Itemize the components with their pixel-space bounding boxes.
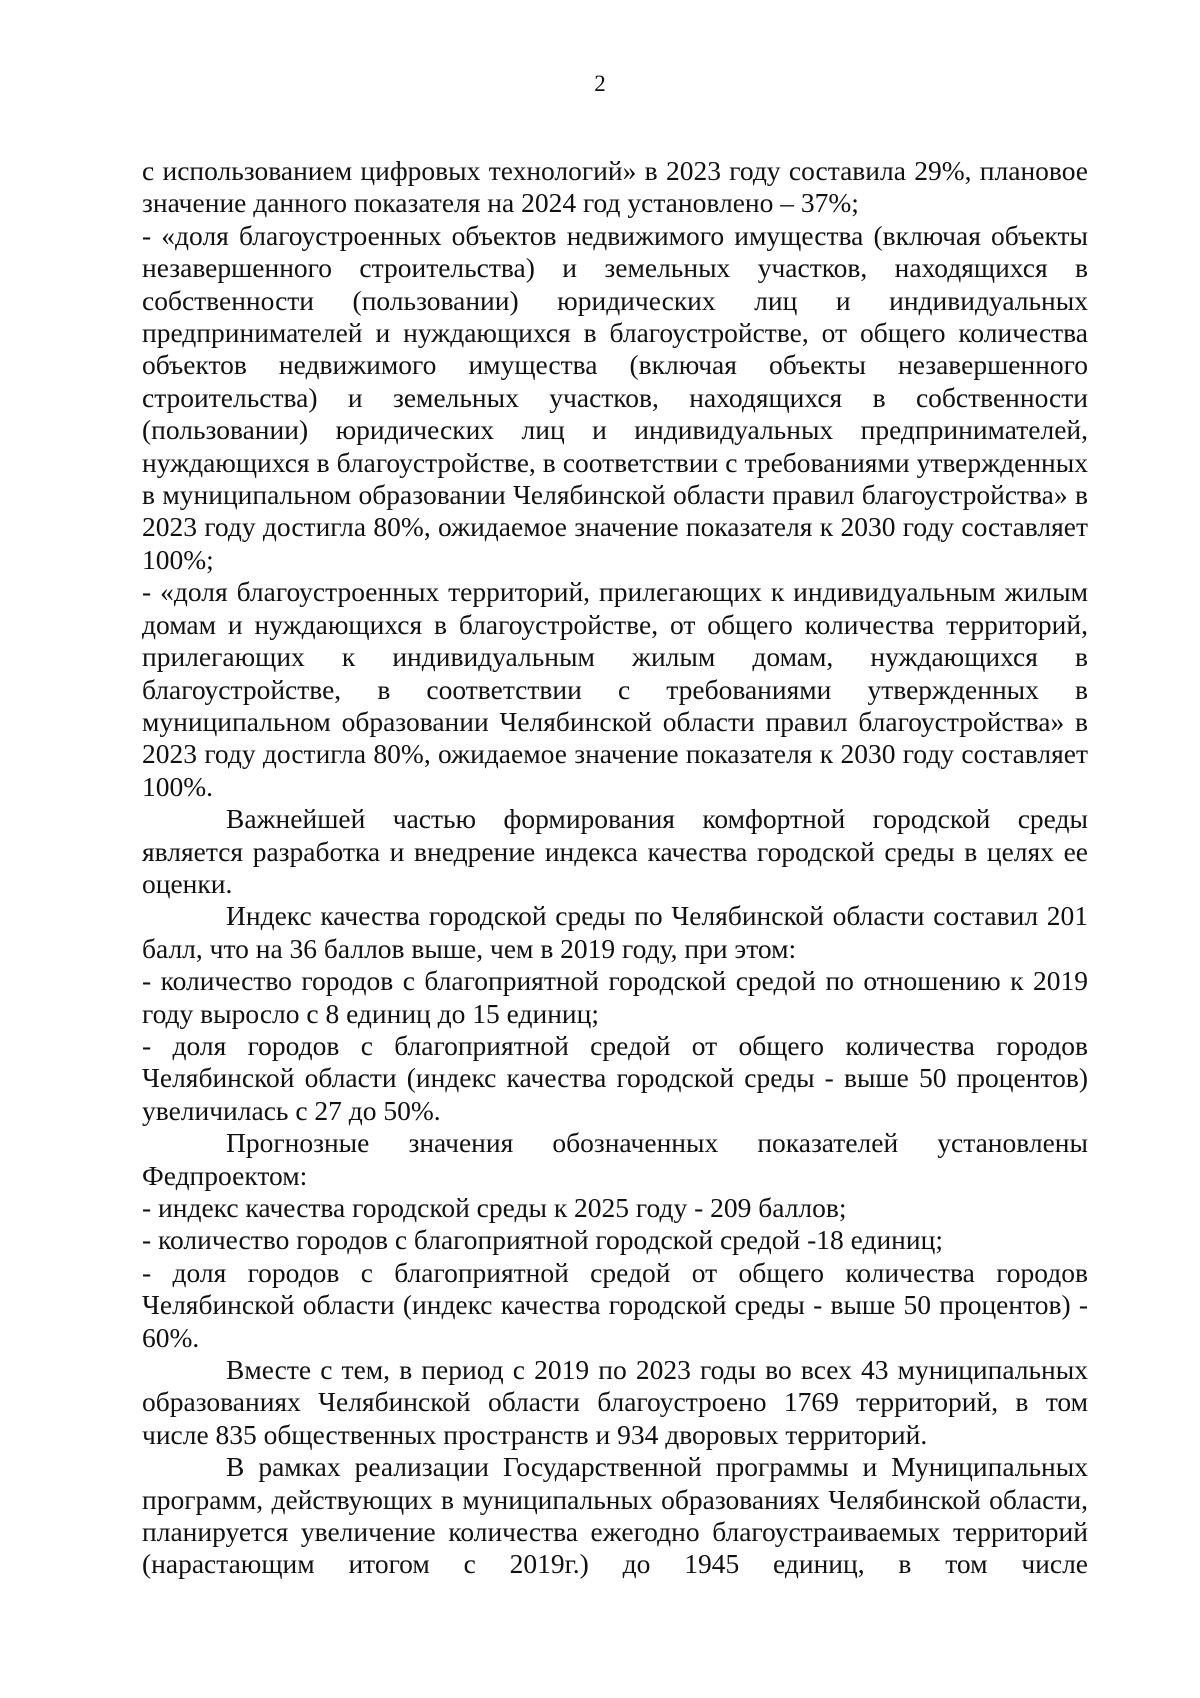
paragraph: Важнейшей частью формирования комфортной городской среды является разработка и внедрение индекса качества городской среды в целях ее оценки. bbox=[142, 803, 1088, 899]
paragraph: - количество городов с благоприятной городской средой по отношению к 2019 году выросло с 8 единиц до 15 единиц; bbox=[142, 965, 1088, 1029]
paragraph: - индекс качества городской среды к 2025 году - 209 баллов; bbox=[142, 1192, 847, 1223]
page-number: 2 bbox=[594, 71, 606, 96]
paragraph: - доля городов с благоприятной средой от общего количества городов Челябинской области (индекс качества городской среды - выше 50 процентов) увеличилась с 27 до 50%. bbox=[142, 1029, 1088, 1126]
paragraph: - количество городов с благоприятной городской средой -18 единиц; bbox=[142, 1224, 943, 1256]
paragraph: Вместе с тем, в период с 2019 по 2023 годы во всех 43 муниципальных образованиях Челябинской области благоустроено 1769 территорий, в том числе 835 общественных пространств и 934 дворовых территорий. bbox=[142, 1354, 1088, 1450]
paragraph: - доля городов с благоприятной средой от общего количества городов Челябинской области (индекс качества городской среды - выше 50 процентов) - 60%. bbox=[142, 1256, 1088, 1353]
paragraph: Прогнозные значения обозначенных показателей установлены Федпроектом: bbox=[142, 1127, 1088, 1191]
paragraph: с использованием цифровых технологий» в 2023 году составила 29%, плановое значение данного показателя на 2024 год установлено – 37%; bbox=[142, 155, 1088, 219]
document-body bbox=[142, 155, 1088, 1581]
paragraph: - «доля благоустроенных объектов недвижимого имущества (включая объекты незавершенного строительства) и земельных участков, находящихся в собственности (пользовании) юридических лиц и индивидуальных предпринимателей и нуждающихся в благоустройстве, от общего количества объектов недвижимого имущества (включая объекты незавершенного строительства) и земельных участков, находящихся в собственности (пользовании) юридических лиц и индивидуальных предпринимателей, нуждающихся в благоустройстве, в соответствии с требованиями утвержденных в муниципальном образовании Челябинской области правил благоустройства» в 2023 году достигла 80%, ожидаемое значение показателя к 2030 году составляет 100%; bbox=[142, 219, 1088, 575]
paragraph: Индекс качества городской среды по Челябинской области составил 201 балл, что на 36 баллов выше, чем в 2019 году, при этом: bbox=[142, 900, 1088, 964]
paragraph: - «доля благоустроенных территорий, прилегающих к индивидуальным жилым домам и нуждающихся в благоустройстве, от общего количества территорий, прилегающих к индивидуальным жилым домам, нуждающихся в благоустройстве, в соответствии с требованиями утвержденных в муниципальном образовании Челябинской области правил благоустройства» в 2023 году достигла 80%, ожидаемое значение показателя к 2030 году составляет 100%. bbox=[142, 576, 1088, 802]
paragraph: В рамках реализации Государственной программы и Муниципальных программ, действующих в муниципальных образованиях Челябинской области, планируется увеличение количества ежегодно благоустраиваемых территорий (нарастающим итогом с 2019г.) до 1945 единиц, в том числе bbox=[142, 1451, 1088, 1580]
